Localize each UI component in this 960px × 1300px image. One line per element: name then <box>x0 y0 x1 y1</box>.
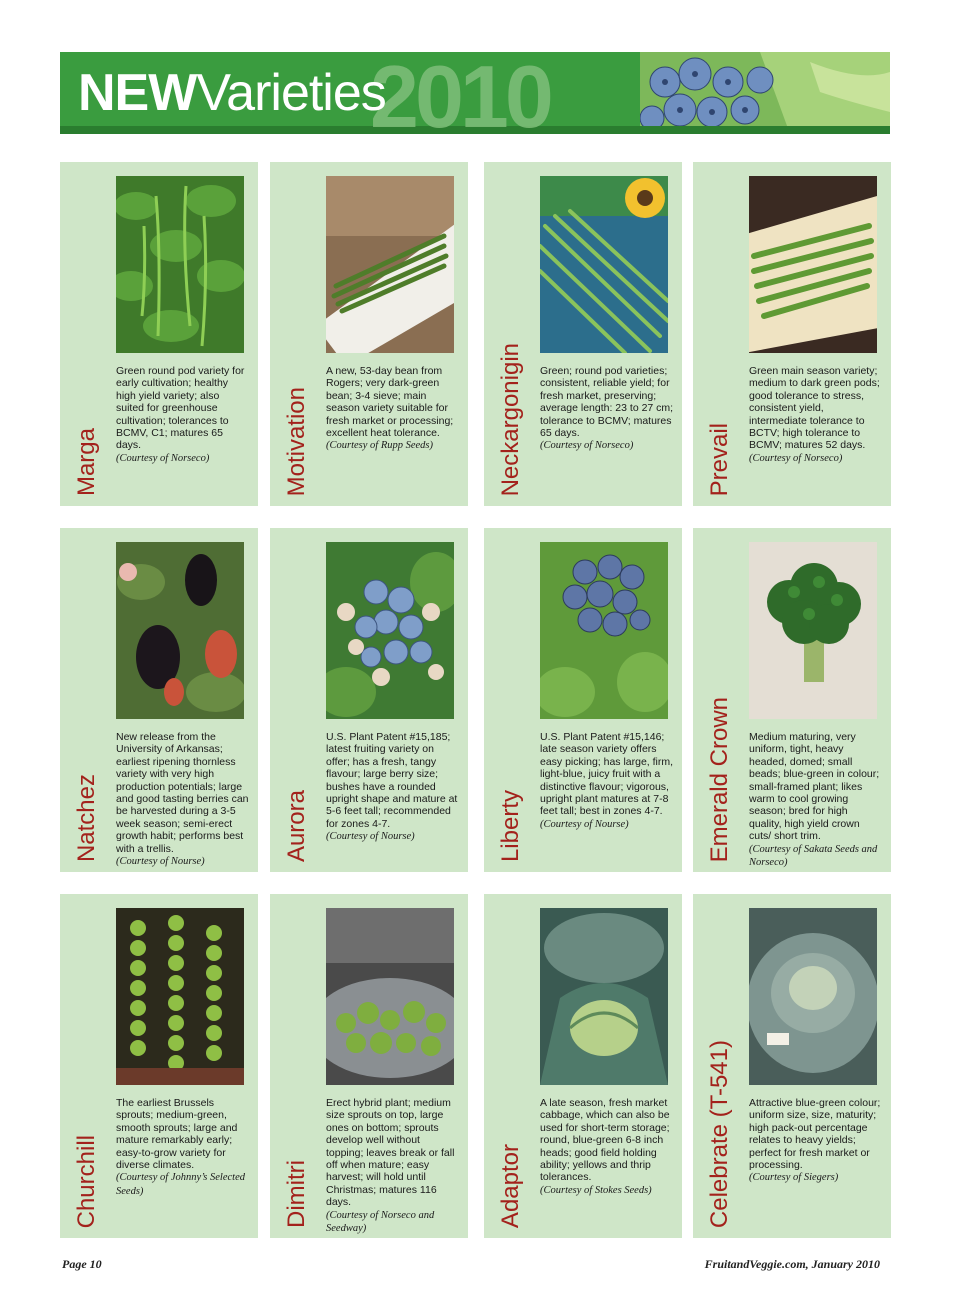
variety-description: A late season, fresh market cabbage, which can also be used for short-term storage; round, blue-green 6-8 inch heads; good field holding ability; yellows and thrip tolerances. (Courtesy of Stokes Seeds) <box>540 1097 670 1196</box>
variety-credit: (Courtesy of Siegers) <box>749 1172 839 1184</box>
variety-name: Emerald Crown <box>706 696 733 862</box>
variety-description: Erect hybrid plant; medium size sprouts on top, large ones on bottom; sprouts develop well without topping; leaves break or fall off when mature; easy harvest; will hold until Christmas; matures 116 days. (Courtesy of Norseco and Seedway) <box>326 1097 455 1235</box>
variety-description: Medium maturing, very uniform, tight, heavy headed, domed; small beads; blue-green in colour; small-framed plant; likes warm to cool growing season; bred for high quality, high yield crown cuts/ short trim. (Courtesy of Sakata Seeds and Norseco) <box>749 731 880 869</box>
variety-description: The earliest Brussels sprouts; medium-green, smooth sprouts; large and mature remarkably early; easy-to-grow variety for diverse climates. (Courtesy of Johnny’s Selected Seeds) <box>116 1097 245 1197</box>
variety-card-celebrate <box>693 894 891 1238</box>
variety-credit: (Courtesy of Norseco and Seedway) <box>326 1209 435 1235</box>
variety-name: Liberty <box>497 789 524 862</box>
variety-card-aurora <box>270 528 468 872</box>
banner-title <box>78 60 386 126</box>
variety-credit: (Courtesy of Rupp Seeds) <box>326 440 434 452</box>
variety-card-dimitri <box>270 894 468 1238</box>
variety-name: Natchez <box>73 773 100 862</box>
variety-card-adaptor <box>484 894 682 1238</box>
variety-name: Motivation <box>283 386 310 496</box>
publication-info: FruitandVeggie.com, January 2010 <box>704 1257 880 1271</box>
variety-credit: (Courtesy of Sakata Seeds and Norseco) <box>749 843 878 869</box>
variety-name: Prevail <box>706 422 733 496</box>
variety-name: Adaptor <box>497 1143 524 1228</box>
variety-credit: (Courtesy of Nourse) <box>116 856 205 868</box>
variety-card-churchill <box>60 894 258 1238</box>
broccoli-head-photo <box>749 542 877 719</box>
brussels-sprout-stalks-photo <box>116 908 244 1085</box>
variety-card-marga <box>60 162 258 506</box>
variety-description: Attractive blue-green colour; uniform size, size, maturity; high pack-out percentage relates to heavy yields; perfect for fresh market or processing. (Courtesy of Siegers) <box>749 1097 881 1184</box>
variety-credit: (Courtesy of Norseco) <box>749 452 843 464</box>
variety-card-liberty <box>484 528 682 872</box>
variety-description: Green round pod variety for early cultivation; healthy high yield variety; also suited for greenhouse cultivation; tolerances to BCMV, C1; matures 65 days. (Courtesy of Norseco) <box>116 365 245 464</box>
header-banner <box>60 52 890 134</box>
variety-card-prevail <box>693 162 891 506</box>
variety-name: Churchill <box>73 1134 100 1228</box>
variety-description: Green; round pod varieties; consistent, reliable yield; for fresh market, preserving; average length: 23 to 27 cm; tolerance to BCMV; matures 65 days. (Courtesy of Norseco) <box>540 365 674 452</box>
variety-card-emerald-crown <box>693 528 891 872</box>
variety-card-natchez <box>60 528 258 872</box>
variety-description: New release from the University of Arkansas; earliest ripening thornless variety with very high production potentials; large and good tasting berries can be harvested during a 3-5 week season; semi-erect growth habit; performs best with a trellis. (Courtesy of Nourse) <box>116 731 249 868</box>
banner-year: 2010 <box>370 52 550 134</box>
variety-credit: (Courtesy of Norseco) <box>540 440 634 452</box>
variety-name: Dimitri <box>283 1160 310 1228</box>
blueberry-leaf-image <box>640 52 890 134</box>
variety-credit: (Courtesy of Nourse) <box>326 831 415 843</box>
variety-credit: (Courtesy of Norseco) <box>116 452 210 464</box>
variety-credit: (Courtesy of Stokes Seeds) <box>540 1184 652 1196</box>
variety-name: Neckargonigin <box>497 342 524 496</box>
variety-name: Marga <box>73 427 100 496</box>
green-bean-plant-photo <box>116 176 244 353</box>
blueberry-cluster-photo <box>540 542 668 719</box>
cabbage-in-field-photo <box>540 908 668 1085</box>
beans-with-sunflower-photo <box>540 176 668 353</box>
blueberries-ripening-photo <box>326 542 454 719</box>
green-beans-in-dish-photo <box>749 176 877 353</box>
variety-card-motivation <box>270 162 468 506</box>
variety-description: A new, 53-day bean from Rogers; very dark-green bean; 3-4 sieve; main season variety suitable for fresh market or processing; excellent heat tolerance. (Courtesy of Rupp Seeds) <box>326 365 454 452</box>
variety-credit: (Courtesy of Johnny’s Selected Seeds) <box>116 1172 245 1197</box>
variety-card-neckargonigin <box>484 162 682 506</box>
brussels-sprouts-in-tub-photo <box>326 908 454 1085</box>
variety-credit: (Courtesy of Nourse) <box>540 818 629 830</box>
variety-name: Aurora <box>283 789 310 862</box>
page-number: Page 10 <box>62 1257 102 1271</box>
variety-name: Celebrate (T-541) <box>706 1039 733 1228</box>
banner-title-new: NEW <box>78 64 197 122</box>
green-beans-on-plate-photo <box>326 176 454 353</box>
variety-description: U.S. Plant Patent #15,185; latest fruiting variety on offer; has a fresh, tangy flavour; large berry size; bushes have a rounded upright shape and mature at 5-6 feet tall; recommended for zones 4-7. (Courtesy of Nourse) <box>326 731 458 843</box>
variety-description: U.S. Plant Patent #15,146; late season variety offers easy picking; has large, firm, light-blue, juicy fruit with a distinctive flavour; vigorous, upright plant matures at 7-8 feet tall; best in zones 4-7. (Courtesy of Nourse) <box>540 731 674 830</box>
variety-description: Green main season variety; medium to dark green pods; good tolerance to stress, consistent yield, intermediate tolerance to BCTV; high tolerance to BCMV; matures 52 days. (Courtesy of Norseco) <box>749 365 880 464</box>
cabbage-head-photo <box>749 908 877 1085</box>
blackberries-photo <box>116 542 244 719</box>
banner-title-varieties: Varieties <box>196 64 386 122</box>
